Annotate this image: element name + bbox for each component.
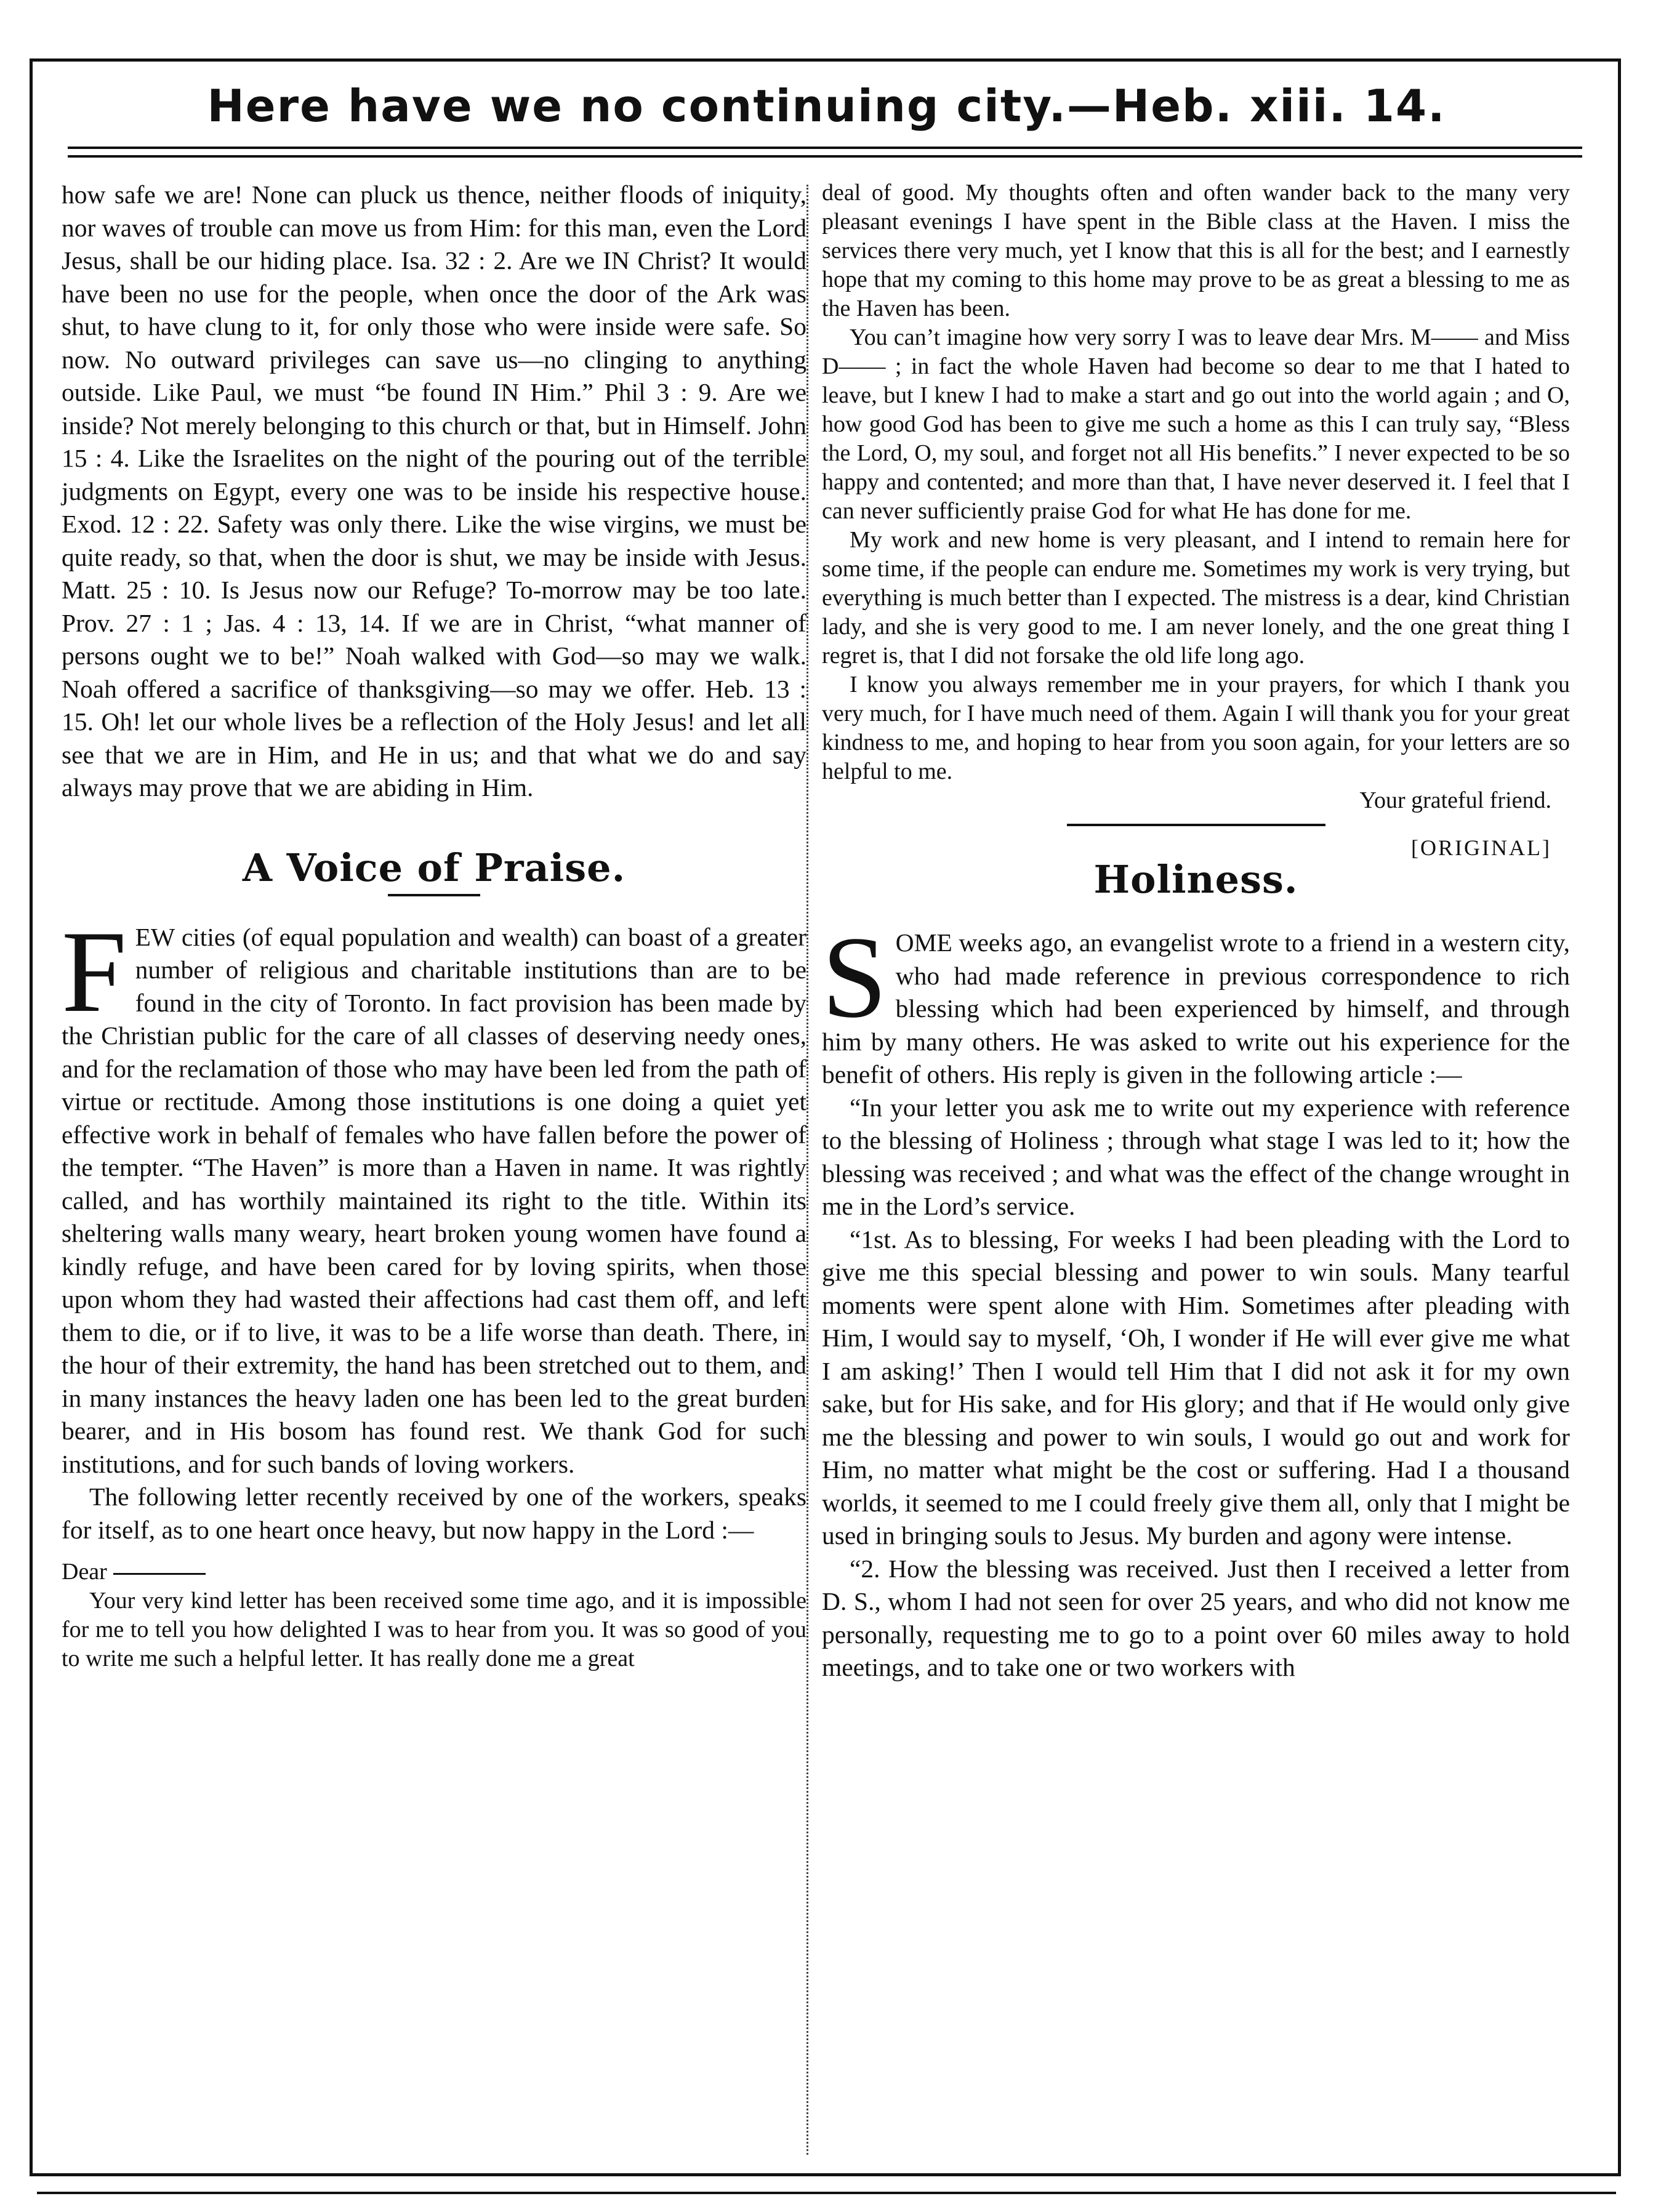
article-title-holiness: Holiness. bbox=[1093, 857, 1298, 902]
continued-text: how safe we are! None can pluck us thence, neither floods of iniquity, nor waves of trouble can move us from Him: for this man, even the Lord Jesus, shall be our hiding place. Isa. 32 : 2. Are we IN Christ? It would have been no use for the people, when once the door of the Ark was shut, to have clung to it, for only those who were inside were safe. So now. No outward privileges can save us—no clinging to anything outside. Like Paul, we must “be found IN Him.” Phil 3 : 9. Are we inside? Not merely belonging to this church or that, but in Himself. John 15 : 4. Like the Israelites on the night of the pouring out of the terrible judgments on Egypt, every one was to be inside his respective house. Exod. 12 : 22. Safety was only there. Like the wise virgins, we must be quite ready, so that, when the door is shut, we may be inside with Jesus. Matt. 25 : 10. Is Jesus now our Refuge? To-morrow may be too late. Prov. 27 : 1 ; Jas. 4 : 13, 14. If we are in Christ, “what manner of persons ought we to be!” Noah walked with God—so may we walk. Noah offered a sacrifice of thanksgiving—so may we offer. Heb. 13 : 15. Oh! let our whole lives be a reflection of the Holy Jesus! and let all see that we are in Him, and He in us; and that what we do and say always may prove that we are abiding in Him. bbox=[62, 180, 806, 802]
article-paragraph: SOME weeks ago, an evangelist wrote to a friend in a western city, who had made reference in previous correspondence to rich blessing which had been experienced by himself, and through him by many others. He was asked to write out his experience for the benefit of others. His reply is given in the following article :— bbox=[822, 913, 1570, 1088]
drop-cap: F bbox=[62, 907, 127, 1037]
column-divider bbox=[806, 185, 808, 2155]
section-separator bbox=[1067, 824, 1325, 826]
article-paragraph: FEW cities (of equal population and wealth) can boast of a greater number of religious and charitable institutions than are to be found in the city of Toronto. In fact provision has been made by the Christian public for the care of all classes of deserving needy ones, and for the reclamation of those who may have been led from the path of virtue or rectitude. Among those institutions is one doing a quiet yet effective work in behalf of females who have fallen before the power of the tempter. “The Haven” is more than a Haven in name. It was rightly called, and has worthily maintained its right to the title. Within its sheltering walls many weary, heart broken young women have found a kindly refuge, and have been cared for by loving spirits, when those upon whom they had wasted their affections had cast them off, and left them to die, or if to live, it was to be a life worse than death. There, in the hour of their extremity, the hand has been stretched out to them, and in many instances the heavy laden one has been led to the great burden bearer, and in His bosom has found rest. We thank God for such institutions, and for such bands of loving workers. bbox=[62, 907, 806, 1478]
article-paragraph: “1st. As to blessing, For weeks I had been pleading with the Lord to give me this special blessing and power to win souls. Many tearful moments were spent alone with Him. Sometimes after pleading with Him, I would say to myself, ‘Oh, I wonder if He will ever give me what I am asking!’ Then I would tell Him that I did not ask it for my own sake, but for His sake, and for His glory; and that if He would only give me the blessing and power to win souls, I would go out and work for Him, no matter what might be the cost or suffering. Had I a thousand worlds, it seemed to me I could freely give them all, only that I might be used in bringing souls to Jesus. My burden and agony were intense. bbox=[822, 1225, 1570, 1550]
article-paragraph: “In your letter you ask me to write out my experience with reference to the blessing of Holiness ; through what stage I was led to it; how the blessing was received ; and what was the effect of the change wrought in me in the Lord’s service. bbox=[822, 1093, 1570, 1220]
title-underline bbox=[388, 894, 480, 896]
letter-paragraph: My work and new home is very pleasant, and I intend to remain here for some time, if the people can endure me. Sometimes my work is very trying, but everything is much better than I expected. The mistress is a dear, kind Christian lady, and she is very good to me. I am never lonely, and the one great thing I regret is, that I did not forsake the old life long ago. bbox=[822, 527, 1570, 669]
article-title-voice-of-praise: A Voice of Praise. bbox=[242, 845, 626, 890]
article-paragraph: The following letter recently received by one of the workers, speaks for itself, as to one heart once heavy, but now happy in the Lord :— bbox=[62, 1482, 806, 1544]
footer-rule bbox=[37, 2192, 1616, 2194]
right-column bbox=[822, 179, 1570, 1684]
header-rule-top bbox=[68, 147, 1582, 149]
letter-paragraph: deal of good. My thoughts often and often wander back to the many very pleasant evenings I have spent in the Bible class at the Haven. I miss the services there very much, yet I know that this is all for the best; and I earnestly hope that my coming to this home may prove to be as great a blessing to me as the Haven has been. bbox=[822, 180, 1570, 321]
letter-signoff: Your grateful friend. bbox=[1359, 787, 1551, 813]
left-column bbox=[62, 179, 806, 1673]
drop-cap: S bbox=[822, 913, 887, 1042]
name-blank bbox=[113, 1573, 206, 1575]
letter-paragraph: Your very kind letter has been received some time ago, and it is impossible for me to tell you how delighted I was to hear from you. It was so good of you to write me such a helpful letter. It has really done me a great bbox=[62, 1588, 806, 1671]
header-rule-bottom bbox=[68, 155, 1582, 158]
letter-paragraph: I know you always remember me in your prayers, for which I thank you very much, for I have much need of them. Again I will thank you for your great kindness to me, and hoping to hear from you soon again, for your letters are so helpful to me. bbox=[822, 672, 1570, 784]
original-tag: [ORIGINAL] bbox=[1411, 835, 1551, 860]
article-paragraph: “2. How the blessing was received. Just then I received a letter from D. S., whom I had not seen for over 25 years, and who did not know me personally, requesting me to go to a point over 60 miles away to hold meetings, and to take one or two workers with bbox=[822, 1554, 1570, 1681]
letter-paragraph: You can’t imagine how very sorry I was to leave dear Mrs. M—— and Miss D—— ; in fact the whole Haven had become so dear to me that I hated to leave, but I knew I had to make a start and go out into the world again ; and O, how good God has been to give me such a home as this I can truly say, “Bless the Lord, O, my soul, and forget not all His benefits.” I never expected to be so happy and contented; and more than that, I have never deserved it. I feel that I can never sufficiently praise God for what He has done for me. bbox=[822, 324, 1570, 524]
running-header: Here have we no continuing city.—Heb. xiii. 14. bbox=[207, 80, 1446, 132]
letter-greeting: Dear bbox=[62, 1558, 806, 1587]
